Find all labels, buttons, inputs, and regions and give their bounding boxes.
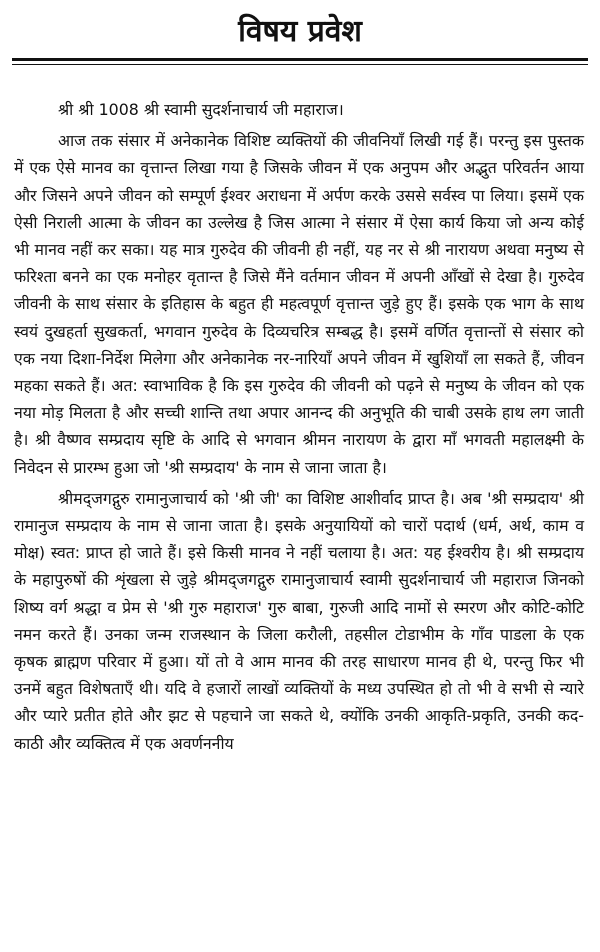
paragraph: श्रीमद्जगद्गुरु रामानुजाचार्य को 'श्री जी' का विशिष्ट आशीर्वाद प्राप्त है। अब 'श्री सम्प्रदाय' श्री रामानुज सम्प्रदाय के नाम से जाना जाता है। इसके अनुयायियों को चारों पदार्थ (धर्म, अर्थ, काम व मोक्ष) स्वत: प्राप्त हो जाते हैं। इसे किसी मानव ने नहीं चलाया है। अत: यह ईश्वरीय है। श्री सम्प्रदाय के महापुरुषों की शृंखला से जुड़े श्रीमद्जगद्गुरु रामानुजाचार्य स्वामी सुदर्शनाचार्य जी महाराज जिनको शिष्य वर्ग श्रद्धा व प्रेम से 'श्री गुरु महाराज' गुरु बाबा, गुरुजी आदि नामों से स्मरण और कोटि-कोटि नमन करते हैं। उनका जन्म राजस्थान के जिला करौली, तहसील टोडाभीम के गाँव पाडला के एक कृषक ब्राह्मण परिवार में हुआ। यों तो वे आम मानव की तरह साधारण मानव ही थे, परन्तु फिर भी उनमें बहुत विशेषताएँ थी। यदि वे हजारों लाखों व्यक्तियों के मध्य उपस्थित हो तो भी वे सभी से न्यारे और प्यारे प्रतीत होते और झट से पहचाने जा सकते थे, क्योंकि उनकी आकृति-प्रकृति, उनकी कद-काठी और व्यक्तित्व में एक अवर्णननीय [14,488,584,753]
honorific-line: श्री श्री 1008 श्री स्वामी सुदर्शनाचार्य जी महाराज। [58,100,344,119]
chapter-title: विषय प्रवेश [238,14,362,49]
paragraph: आज तक संसार में अनेकानेक विशिष्ट व्यक्तियों की जीवनियाँ लिखी गई हैं। परन्तु इस पुस्तक में एक ऐसे मानव का वृत्तान्त लिखा गया है जिसके जीवन में एक अनुपम और अद्भुत परिवर्तन आया और जिसने अपने जीवन को सम्पूर्ण ईश्वर अराधना में अर्पण करके उससे सर्वस्व पा लिया। इसमें एक ऐसी निराली आत्मा के जीवन का उल्लेख है जिस आत्मा ने संसार में ऐसा कार्य किया जो अन्य कोई भी मानव नहीं कर सका। यह मात्र गुरुदेव की जीवनी ही नहीं, यह नर से श्री नारायण अथवा मनुष्य से फरिश्ता बनने का एक मनोहर वृतान्त है जिसे मैंने वर्तमान जीवन में अपनी आँखों से देखा है। गुरुदेव जीवनी के साथ संसार के इतिहास के बहुत ही महत्वपूर्ण वृत्तान्त जुड़े हुए हैं। इसके एक भाग के साथ स्वयं दुखहर्ता सुखकर्ता, भगवान गुरुदेव के दिव्यचरित्र सम्बद्ध है। इसमें वर्णित वृत्तान्तों से संसार को एक नया दिशा-निर्देश मिलेगा और अनेकानेक नर-नारियाँ अपने जीवन में खुशियाँ ला सकते हैं, जीवन महका सकते हैं। अत: स्वाभाविक है कि इस गुरुदेव की जीवनी को पढ़ने से मनुष्य के जीवन को एक नया मोड़ मिलता है और सच्ची शान्ति तथा अपार आनन्द की अनुभूति की चाबी उसके हाथ लग जाती है। श्री वैष्णव सम्प्रदाय सृष्टि के आदि से भगवान श्रीमन नारायण के द्वारा माँ भगवती महालक्ष्मी के निवेदन से प्रारम्भ हुआ जो 'श्री सम्प्रदाय' के नाम से जाना जाता है। [14,131,584,477]
title-rule-thin [12,64,588,65]
page-body [14,96,584,757]
title-rule-thick [12,58,588,61]
